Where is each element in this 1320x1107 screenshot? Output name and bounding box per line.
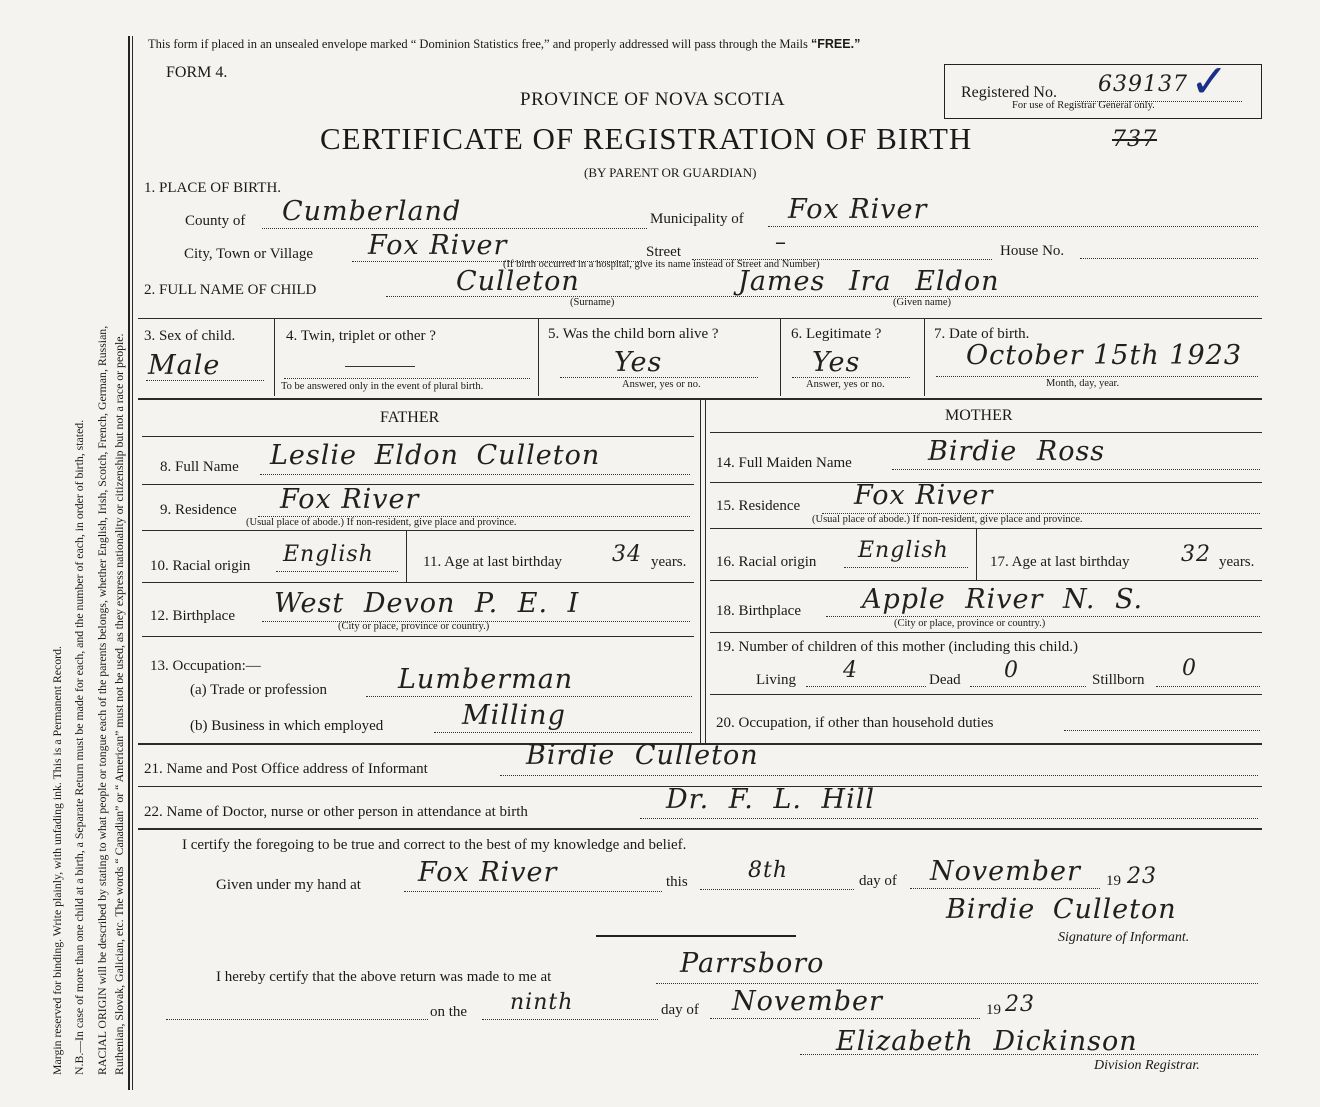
registrar-statement: I hereby certify that the above return was made to me at [216, 969, 552, 985]
certification-divider [596, 935, 796, 937]
mother-row-rule-3 [710, 580, 1262, 581]
mail-note: This form if placed in an unsealed envelope marked “ Dominion Statistics free,” and properly addressed will pass through the Mails “FREE.” [148, 37, 861, 51]
legit-line [792, 377, 910, 378]
registered-value: 639137 [1098, 72, 1188, 97]
father-racial-line [276, 571, 398, 572]
house-line [1080, 258, 1258, 259]
living-label: Living [756, 672, 796, 688]
margin-note-racial-origin-cont: Ruthenian, Slovak, Galician, etc. The words “ Canadian” or “ American” must not be used, as they express nationality or citizenship but not a race or people. [112, 333, 126, 1075]
dead-value: 0 [1004, 658, 1019, 683]
informant-value: Birdie Culleton [526, 740, 759, 771]
county-value: Cumberland [282, 196, 462, 227]
attendant-line [640, 818, 1258, 819]
mother-birthplace-label: 18. Birthplace [716, 603, 801, 619]
registrar-day-line [482, 1019, 658, 1020]
dob-caption: Month, day, year. [1046, 378, 1120, 389]
parents-divider [700, 398, 701, 743]
on-the-label: on the [430, 1004, 468, 1020]
mother-racial-value: English [858, 538, 949, 563]
living-line [806, 686, 926, 687]
dead-line [970, 686, 1086, 687]
page-subtitle: (BY PARENT OR GUARDIAN) [584, 165, 757, 180]
row3-divider-4 [924, 318, 925, 396]
form-number: FORM 4. [166, 64, 228, 81]
father-name-line [260, 474, 690, 475]
father-occupation-label: 13. Occupation:— [150, 658, 261, 674]
cert-this-label: this [666, 874, 688, 890]
father-years: years. [651, 554, 687, 570]
row3-divider-2 [538, 318, 539, 396]
row3-divider-1 [274, 318, 275, 396]
father-row-rule-4 [142, 636, 694, 637]
mother-racial-label: 16. Racial origin [716, 554, 817, 570]
mother-racial-divider [976, 528, 977, 580]
cert-place-value: Fox River [418, 857, 558, 888]
father-racial-divider [406, 530, 407, 582]
informant-label: 21. Name and Post Office address of Informant [144, 761, 428, 777]
legit-value: Yes [812, 347, 861, 378]
page-title: CERTIFICATE OF REGISTRATION OF BIRTH [320, 121, 973, 156]
registrar-month-line [710, 1018, 980, 1019]
father-age-value: 34 [612, 542, 642, 567]
father-name-label: 8. Full Name [160, 459, 239, 475]
business-line [434, 732, 692, 733]
mail-free: “FREE.” [811, 37, 861, 51]
cert-year-value: 23 [1127, 864, 1157, 889]
margin-note-multiple-births: N.B.—In case of more than one child at a birth, a Separate Return must be made for each, and the number of each, in order of birth, stated. [72, 419, 86, 1075]
business-label: (b) Business in which employed [190, 718, 384, 734]
twin-label: 4. Twin, triplet or other ? [286, 328, 436, 344]
sex-label: 3. Sex of child. [144, 328, 236, 344]
municipality-value: Fox River [788, 194, 928, 225]
street-label: Street [646, 244, 681, 260]
father-birthplace-value: West Devon P. E. I [274, 588, 580, 619]
cert-place-line [404, 891, 662, 892]
row3-top-rule [138, 318, 1262, 319]
legit-caption: Answer, yes or no. [806, 379, 885, 390]
mother-name-label: 14. Full Maiden Name [716, 455, 852, 471]
alive-caption: Answer, yes or no. [622, 379, 701, 390]
trade-label: (a) Trade or profession [190, 682, 328, 698]
margin-rule [128, 36, 130, 1090]
mother-residence-caption: (Usual place of abode.) If non-resident, give place and province. [812, 514, 1083, 525]
alive-value: Yes [614, 347, 663, 378]
trade-line [366, 696, 692, 697]
cert-day-value: 8th [748, 858, 789, 883]
alive-line [560, 377, 758, 378]
dob-value: October 15th 1923 [966, 340, 1243, 371]
twin-line [284, 378, 530, 379]
cert-month-value: November [930, 856, 1081, 887]
father-row-rule-2 [142, 530, 694, 531]
sex-line [146, 380, 264, 381]
father-birthplace-label: 12. Birthplace [150, 608, 235, 624]
children-label: 19. Number of children of this mother (including this child.) [716, 639, 1079, 655]
mother-name-line [892, 469, 1260, 470]
father-age-label: 11. Age at last birthday [423, 554, 562, 570]
mother-birthplace-line [826, 616, 1260, 617]
mother-name-value: Birdie Ross [928, 436, 1106, 467]
parents-divider-inner [705, 398, 706, 743]
father-heading: FATHER [380, 409, 440, 426]
father-racial-label: 10. Racial origin [150, 558, 251, 574]
business-value: Milling [462, 700, 566, 731]
registrar-month-value: November [732, 986, 883, 1017]
cert-day-line [700, 889, 854, 890]
mother-occupation-label: 20. Occupation, if other than household duties [716, 715, 994, 731]
registrar-signature: Elizabeth Dickinson [836, 1026, 1138, 1057]
mother-heading: MOTHER [945, 407, 1013, 424]
county-line [262, 228, 647, 229]
registrar-signature-caption: Division Registrar. [1094, 1058, 1200, 1073]
street-value: – [775, 230, 787, 255]
registrar-place-value: Parrsboro [680, 948, 825, 979]
registrar-place-line [656, 983, 1258, 984]
mother-residence-value: Fox River [854, 480, 994, 511]
surname-caption: (Surname) [570, 297, 615, 308]
place-of-birth-label: 1. PLACE OF BIRTH. [144, 180, 282, 196]
father-residence-label: 9. Residence [160, 502, 237, 518]
alive-label: 5. Was the child born alive ? [548, 326, 719, 342]
check-mark-icon: ✓ [1190, 54, 1229, 108]
margin-note-binding: Margin reserved for binding. Write plainly, with unfading ink. This is a Permanent Record. [50, 646, 64, 1075]
father-residence-caption: (Usual place of abode.) If non-resident, give place and province. [246, 517, 517, 528]
twin-value-dash [345, 366, 415, 367]
certification-statement: I certify the foregoing to be true and correct to the best of my knowledge and belief. [182, 837, 687, 853]
corner-number: 737 [1112, 127, 1157, 152]
county-label: County of [185, 213, 246, 229]
informant-signature-caption: Signature of Informant. [1058, 930, 1190, 945]
mother-age-value: 32 [1181, 542, 1211, 567]
attendant-value: Dr. F. L. Hill [666, 784, 875, 815]
stillborn-line [1156, 686, 1260, 687]
row3-divider-3 [780, 318, 781, 396]
registered-label: Registered No. [961, 84, 1057, 101]
province-heading: PROVINCE OF NOVA SCOTIA [520, 89, 786, 110]
city-label: City, Town or Village [184, 246, 314, 262]
father-heading-rule [142, 436, 694, 437]
informant-signature: Birdie Culleton [946, 894, 1177, 925]
registrar-year-value: 23 [1005, 992, 1035, 1017]
father-racial-value: English [283, 542, 374, 567]
municipality-line [768, 226, 1258, 227]
father-birthplace-caption: (City or place, province or country.) [338, 621, 490, 632]
child-name-line [386, 296, 1258, 297]
mother-row-rule-5 [710, 694, 1262, 695]
mother-birthplace-value: Apple River N. S. [862, 584, 1144, 615]
mother-racial-line [844, 567, 968, 568]
city-value: Fox River [368, 230, 508, 261]
registrar-day-value: ninth [510, 990, 574, 1015]
mother-birthplace-caption: (City or place, province or country.) [894, 618, 1046, 629]
dob-label: 7. Date of birth. [934, 326, 1030, 342]
registrar-lead-line [166, 1019, 428, 1020]
mother-occupation-line [1064, 730, 1260, 731]
stillborn-label: Stillborn [1092, 672, 1145, 688]
mother-age-label: 17. Age at last birthday [990, 554, 1130, 570]
mother-row-rule-4 [710, 632, 1262, 633]
margin-note-racial-origin: RACIAL ORIGIN will be described by stating to what people or tongue each of the parents belongs, whether English, Irish, Scotch, French, German, Russian, [95, 325, 109, 1075]
twin-note: To be answered only in the event of plural birth. [281, 381, 484, 392]
registrar-year-prefix: 19 [986, 1002, 1001, 1018]
cert-day-of-label: day of [859, 873, 897, 889]
cert-month-line [910, 888, 1100, 889]
child-given-value: James Ira Eldon [738, 266, 1000, 297]
dead-label: Dead [929, 672, 961, 688]
registered-note: For use of Registrar General only. [1012, 100, 1155, 111]
mother-row-rule-2 [710, 528, 1262, 529]
child-surname-value: Culleton [456, 266, 580, 297]
registrar-day-of-label: day of [661, 1002, 699, 1018]
attendant-label: 22. Name of Doctor, nurse or other person in attendance at birth [144, 804, 528, 820]
child-name-label: 2. FULL NAME OF CHILD [144, 282, 317, 298]
father-row-rule-3 [142, 582, 694, 583]
dob-line [936, 376, 1258, 377]
cert-year-prefix: 19 [1106, 873, 1121, 889]
municipality-label: Municipality of [650, 211, 744, 227]
attendant-rule [138, 828, 1262, 830]
mother-heading-rule [710, 432, 1262, 433]
hospital-note: (If birth occurred in a hospital, give its name instead of Street and Number) [503, 259, 820, 270]
legit-label: 6. Legitimate ? [791, 326, 882, 342]
father-residence-value: Fox River [280, 484, 420, 515]
stillborn-value: 0 [1182, 656, 1197, 681]
given-caption: (Given name) [893, 297, 952, 308]
mother-years: years. [1219, 554, 1255, 570]
sex-value: Male [148, 350, 221, 381]
father-name-value: Leslie Eldon Culleton [270, 440, 601, 471]
margin-rule-inner [132, 36, 133, 1090]
house-label: House No. [1000, 243, 1065, 259]
given-label: Given under my hand at [216, 877, 361, 893]
living-value: 4 [843, 658, 858, 683]
registrar-signature-line [800, 1054, 1258, 1055]
mother-residence-label: 15. Residence [716, 498, 801, 514]
trade-value: Lumberman [398, 664, 574, 695]
informant-line [500, 775, 1258, 776]
